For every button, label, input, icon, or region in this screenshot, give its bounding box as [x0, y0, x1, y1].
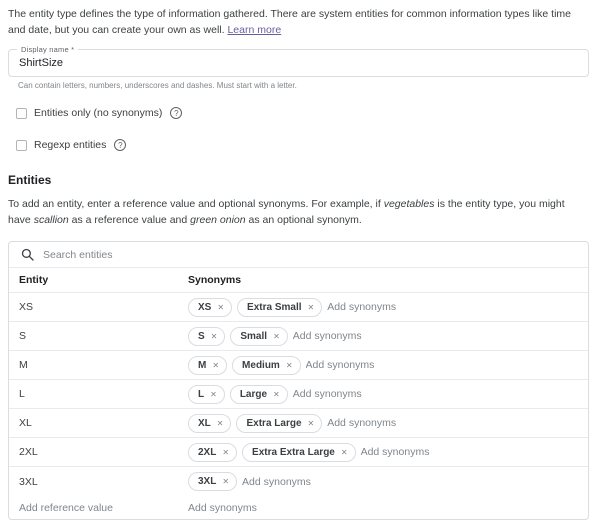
- synonyms-cell: [188, 356, 588, 375]
- add-entity-row: [9, 496, 588, 519]
- synonym-chip[interactable]: [236, 414, 322, 433]
- table-row: [9, 322, 588, 351]
- display-name-label: Display name *: [17, 45, 78, 54]
- synonym-chip[interactable]: [232, 356, 300, 375]
- synonym-chip-label: Extra Small: [247, 301, 302, 313]
- entities-heading: Entities: [8, 173, 52, 187]
- synonym-chip-label: S: [198, 330, 205, 342]
- synonym-chip[interactable]: [242, 443, 356, 462]
- chip-remove-icon[interactable]: ✕: [285, 360, 293, 370]
- regexp-entities-label: Regexp entities: [34, 139, 107, 151]
- add-synonyms-input[interactable]: [306, 359, 580, 371]
- entities-only-help-icon[interactable]: ?: [170, 107, 182, 119]
- entity-column-header: Entity: [19, 274, 49, 286]
- synonyms-cell: [188, 472, 588, 491]
- table-header-row: [9, 268, 588, 293]
- synonyms-cell: [188, 385, 588, 404]
- entity-value: S: [19, 330, 27, 342]
- search-row: [9, 242, 588, 268]
- synonym-chip[interactable]: [230, 385, 288, 404]
- add-synonyms-input[interactable]: [293, 388, 580, 400]
- synonym-chip-label: 3XL: [198, 476, 217, 487]
- desc-italic-term: green onion: [190, 214, 246, 226]
- chip-remove-icon[interactable]: ✕: [210, 331, 218, 341]
- synonym-chip-label: Large: [239, 388, 268, 400]
- entities-only-row: [16, 107, 589, 119]
- synonym-chip[interactable]: [188, 414, 231, 433]
- entities-only-checkbox[interactable]: [16, 108, 27, 119]
- entity-value: XL: [19, 417, 32, 429]
- desc-italic-term: vegetables: [383, 198, 435, 210]
- entities-table-body: [9, 293, 588, 496]
- regexp-entities-row: [16, 139, 589, 151]
- synonyms-cell: [188, 298, 588, 317]
- entity-value: L: [19, 388, 25, 400]
- chip-remove-icon[interactable]: ✕: [273, 389, 280, 399]
- entities-description: [8, 196, 588, 228]
- synonyms-cell: [188, 443, 588, 462]
- desc-text: as a reference value and: [68, 214, 191, 226]
- chip-remove-icon[interactable]: ✕: [210, 389, 217, 399]
- table-row: [9, 293, 588, 322]
- add-reference-cell: [9, 502, 188, 514]
- add-synonyms-input[interactable]: [293, 330, 580, 342]
- synonyms-cell: [188, 414, 588, 433]
- synonym-chip[interactable]: [230, 327, 287, 346]
- synonym-chip[interactable]: [237, 298, 322, 317]
- chip-remove-icon[interactable]: ✕: [222, 447, 230, 457]
- synonym-chip[interactable]: [188, 385, 225, 404]
- entity-value: 2XL: [19, 446, 38, 458]
- add-synonyms-input[interactable]: [327, 417, 580, 429]
- chip-remove-icon[interactable]: ✕: [307, 302, 315, 312]
- chip-remove-icon[interactable]: ✕: [212, 360, 220, 370]
- learn-more-link[interactable]: Learn more: [227, 24, 282, 36]
- chip-remove-icon[interactable]: ✕: [340, 447, 348, 457]
- add-synonyms-input[interactable]: [361, 446, 580, 458]
- regexp-entities-help-icon[interactable]: ?: [114, 139, 126, 151]
- synonym-chip-label: Medium: [242, 359, 280, 371]
- intro-text: [8, 6, 586, 38]
- search-input[interactable]: [43, 249, 578, 261]
- desc-italic-term: scallion: [33, 214, 69, 226]
- synonym-chip-label: Small: [240, 330, 268, 342]
- display-name-helper-text: Can contain letters, numbers, underscores and dashes. Must start with a letter.: [18, 81, 297, 90]
- add-synonyms-input[interactable]: [242, 476, 580, 488]
- chip-remove-icon[interactable]: ✕: [222, 477, 230, 486]
- table-row: [9, 380, 588, 409]
- entities-only-label: Entities only (no synonyms): [34, 107, 163, 119]
- table-row: [9, 467, 588, 496]
- chip-remove-icon[interactable]: ✕: [273, 331, 280, 341]
- add-synonyms-cell: [188, 502, 588, 514]
- display-name-input[interactable]: [19, 57, 578, 69]
- intro-text-body: The entity type defines the type of information gathered. There are system entities for common information types like time and date, but you can create your own as well.: [8, 8, 571, 36]
- synonym-chip[interactable]: [188, 327, 225, 346]
- entity-value: XS: [19, 301, 34, 313]
- synonyms-cell: [188, 327, 588, 346]
- synonym-chip-label: Extra Extra Large: [252, 446, 335, 458]
- synonym-chip-label: XS: [198, 301, 212, 313]
- synonym-chip-label: Extra Large: [246, 417, 302, 429]
- table-row: [9, 438, 588, 467]
- display-name-field[interactable]: [8, 45, 589, 77]
- synonyms-column-header: Synonyms: [188, 274, 242, 286]
- synonym-chip[interactable]: [188, 298, 232, 317]
- chip-remove-icon[interactable]: ✕: [217, 302, 225, 312]
- add-reference-value-input[interactable]: [19, 502, 154, 514]
- desc-text: To add an entity, enter a reference value and optional synonyms. For example, if: [8, 198, 384, 210]
- add-synonyms-input[interactable]: [188, 502, 580, 514]
- chip-remove-icon[interactable]: ✕: [307, 418, 315, 428]
- desc-text: as an optional synonym.: [245, 214, 362, 226]
- synonym-chip-label: 2XL: [198, 446, 217, 458]
- regexp-entities-checkbox[interactable]: [16, 140, 27, 151]
- table-row: [9, 351, 588, 380]
- chip-remove-icon[interactable]: ✕: [216, 418, 224, 428]
- entities-table: [8, 241, 589, 520]
- synonym-chip[interactable]: [188, 443, 237, 462]
- entity-value: M: [19, 359, 28, 371]
- synonym-chip-label: XL: [198, 417, 211, 429]
- add-synonyms-input[interactable]: [327, 301, 580, 313]
- synonym-chip[interactable]: [188, 356, 227, 375]
- desc-text: is the entity type, you might have: [8, 198, 565, 226]
- entity-value: 3XL: [19, 475, 38, 488]
- synonym-chip-label: L: [198, 388, 205, 400]
- table-row: [9, 409, 588, 438]
- search-icon: [21, 248, 34, 261]
- synonym-chip[interactable]: [188, 472, 237, 491]
- synonym-chip-label: M: [198, 359, 207, 371]
